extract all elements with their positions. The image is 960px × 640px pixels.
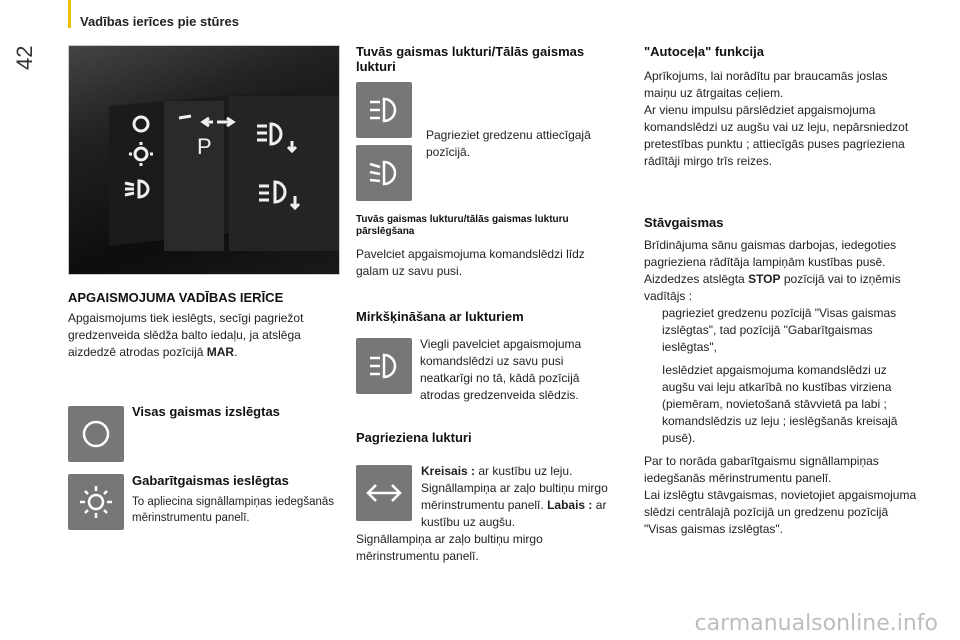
side-lights-text: To apliecina signāllampiņas iedegšanās mērinstrumentu panelī.: [132, 496, 335, 524]
side-lights-title: Gabarītgaismas ieslēgtas: [132, 473, 289, 488]
direction-indicators-icon: [356, 465, 412, 521]
parking-text-3: Par to norāda gabarītgaismu signāllampiņas iedegšanās mērinstrumentu panelī.: [644, 454, 879, 485]
side-lights-icon: [68, 474, 124, 530]
parking-text-2: Aizdedzes atslēgta STOP pozīcijā vai to izņēmis vadītājs :: [644, 272, 901, 303]
dipped-beam-icon: [356, 145, 412, 201]
parking-text-1: Brīdinājuma sānu gaismas darbojas, iedegoties pagrieziena rādītāja lampiņām kustības pusē.: [644, 238, 897, 269]
motorway-function-title: "Autoceļa" funkcija: [644, 44, 764, 59]
header-accent-bar: [68, 0, 71, 28]
dipped-main-beam-title: Tuvās gaismas lukturi/Tālās gaismas lukturi: [356, 44, 585, 74]
parking-bullet-1: pagrieziet gredzenu pozīcijā "Visas gaismas izslēgtas", tad pozīcijā "Gabarītgaismas ieslēgtas",: [662, 306, 897, 354]
headlamp-flash-icon: [356, 338, 412, 394]
motorway-text-2: Ar vienu impulsu pārslēdziet apgaismojuma komandslēdzi uz augšu vai uz leju, nepārsniedzot pretestības punktu ; attiecīgās puses pagrieziena rādītāji mirgo trīs reizes.: [644, 103, 909, 168]
svg-text:P: P: [197, 134, 212, 159]
headlamp-flash-text: Viegli pavelciet apgaismojuma komandslēdzi uz savu pusi neatkarīgi no tā, kādā pozīcijā atrodas gredzenveida slēdzis.: [420, 337, 582, 402]
parking-lights-title: Stāvgaismas: [644, 215, 724, 230]
indicators-title: Pagrieziena lukturi: [356, 430, 472, 445]
headlamp-flash-title: Mirkšķināšana ar lukturiem: [356, 309, 524, 324]
page-number: 42: [12, 45, 37, 70]
lighting-intro-text: Apgaismojums tiek ieslēgts, secīgi pagriežot gredzenveida slēdža balto iedaļu, ja atslēga aizdedzē atrodas pozīcijā MAR.: [68, 311, 304, 359]
parking-bullet-2: Ieslēdziet apgaismojuma komandslēdzi uz augšu vai leju atkarībā no kustības virziena (piemēram, novietošanā stāvvietā pa labi ; komandslēdzis uz leju ; ieslēgšanās kreisajā pusē).: [662, 363, 898, 445]
main-beam-icon: [356, 82, 412, 138]
lighting-stalk-photo: [68, 45, 340, 275]
parking-text-4: Lai izslēgtu stāvgaismas, novietojiet apgaismojuma slēdzi centrālajā pozīcijā un gredzenu pozīcijā "Visas gaismas izslēgtas".: [644, 488, 917, 536]
indicators-note: Signāllampiņa ar zaļo bultiņu mirgo mērinstrumentu panelī.: [356, 532, 543, 563]
lighting-control-heading: APGAISMOJUMA VADĪBAS IERĪCE: [68, 290, 284, 305]
beam-switch-title: Tuvās gaismas lukturu/tālās gaismas lukturu pārslēgšana: [356, 214, 569, 237]
page-header-title: Vadības ierīces pie stūres: [80, 14, 239, 29]
lights-off-icon: [68, 406, 124, 462]
watermark: carmanualsonline.info: [694, 611, 938, 636]
beam-switch-text: Pavelciet apgaismojuma komandslēdzi līdz galam uz savu pusi.: [356, 247, 585, 278]
dipped-main-beam-text: Pagrieziet gredzenu attiecīgajā pozīcijā.: [426, 128, 591, 159]
indicators-text: Kreisais : ar kustību uz leju. Signāllampiņa ar zaļo bultiņu mirgo mērinstrumentu panelī. Labais : ar kustību uz augšu.: [421, 464, 608, 529]
lights-off-title: Visas gaismas izslēgtas: [132, 404, 280, 419]
motorway-text-1: Aprīkojums, lai norādītu par braucamās joslas maiņu uz ātrgaitas ceļiem.: [644, 69, 888, 100]
